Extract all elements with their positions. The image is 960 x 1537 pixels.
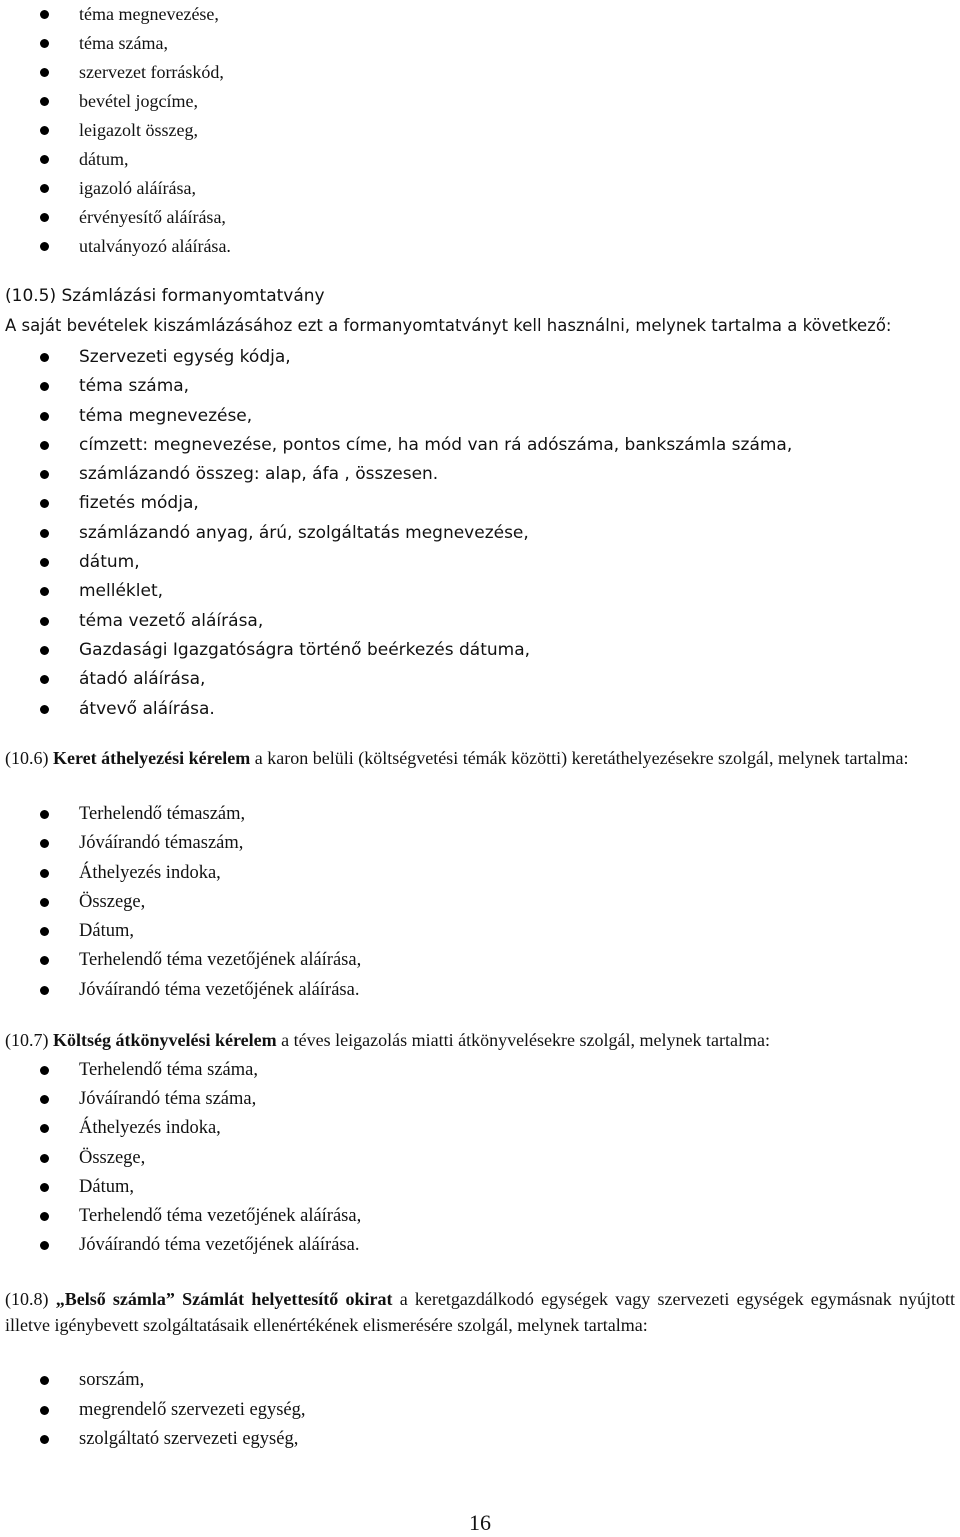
- list-item: Terhelendő téma vezetőjének aláírása,: [0, 1202, 361, 1231]
- list-item: megrendelő szervezeti egység,: [0, 1396, 306, 1426]
- section-10-7-title: Költség átkönyvelési kérelem: [53, 1030, 277, 1050]
- section-10-5-heading: [5, 286, 325, 306]
- list-item: melléklet,: [0, 577, 792, 606]
- list-item: Dátum,: [0, 1173, 361, 1202]
- list-item: sorszám,: [0, 1366, 306, 1396]
- section-10-5-intro: A saját bevételek kiszámlázásához ezt a formanyomtatványt kell használni, melynek tartalma a következő:: [5, 316, 892, 335]
- list-item: számlázandó anyag, árú, szolgáltatás megnevezése,: [0, 519, 792, 548]
- section-10-6-number: (10.6): [5, 748, 49, 768]
- list-item: számlázandó összeg: alap, áfa , összesen.: [0, 460, 792, 489]
- section-10-5-list: [0, 343, 792, 724]
- section-10-7-list: [0, 1056, 361, 1260]
- section-10-8-paragraph: [5, 1286, 955, 1338]
- list-item: Terhelendő témaszám,: [0, 800, 361, 829]
- section-10-6-list: [0, 800, 361, 1005]
- list-item: dátum,: [0, 145, 231, 174]
- page-number: 16: [469, 1510, 491, 1535]
- list-item: Összege,: [0, 1144, 361, 1173]
- list-item: Jóváírandó téma vezetőjének aláírása.: [0, 1231, 361, 1260]
- section-10-8-list: [0, 1366, 306, 1455]
- list-item: Jóváírandó téma száma,: [0, 1085, 361, 1114]
- list-item: érvényesítő aláírása,: [0, 203, 231, 232]
- list-item: téma megnevezése,: [0, 402, 792, 431]
- list-item: Áthelyezés indoka,: [0, 859, 361, 888]
- list-item: téma száma,: [0, 29, 231, 58]
- section-10-6-paragraph: [5, 745, 955, 771]
- list-item: téma vezető aláírása,: [0, 607, 792, 636]
- section-10-7-paragraph: [5, 1027, 955, 1053]
- list-item: Terhelendő téma vezetőjének aláírása,: [0, 946, 361, 975]
- list-item: Áthelyezés indoka,: [0, 1114, 361, 1143]
- section-10-7-text: a téves leigazolás miatti átkönyvelésekre szolgál, melynek tartalma:: [276, 1030, 770, 1050]
- list-item: téma száma,: [0, 372, 792, 401]
- list-item: Jóváírandó téma vezetőjének aláírása.: [0, 976, 361, 1005]
- list-item: Terhelendő téma száma,: [0, 1056, 361, 1085]
- list-item: címzett: megnevezése, pontos címe, ha mód van rá adószáma, bankszámla száma,: [0, 431, 792, 460]
- list-item: szolgáltató szervezeti egység,: [0, 1425, 306, 1455]
- list-item: bevétel jogcíme,: [0, 87, 231, 116]
- list-item: fizetés módja,: [0, 489, 792, 518]
- list-item: átvevő aláírása.: [0, 695, 792, 724]
- list-item: leigazolt összeg,: [0, 116, 231, 145]
- list-item: Gazdasági Igazgatóságra történő beérkezés dátuma,: [0, 636, 792, 665]
- section-10-5-title: (10.5) Számlázási formanyomtatvány: [5, 286, 325, 306]
- list-item: átadó aláírása,: [0, 665, 792, 694]
- section-10-7-number: (10.7): [5, 1030, 49, 1050]
- list-item: Jóváírandó témaszám,: [0, 829, 361, 858]
- list-item: utalványozó aláírása.: [0, 232, 231, 261]
- section-10-8-text: a keretgazdálkodó egységek vagy szervezeti egységek egymásnak nyújtott illetve igénybevett szolgáltatásaik ellenértékének elismerésére szolgál, melynek tartalma:: [5, 1289, 955, 1335]
- list-item: igazoló aláírása,: [0, 174, 231, 203]
- section-10-8-title: „Belső számla” Számlát helyettesítő okirat: [55, 1289, 393, 1309]
- list-item: dátum,: [0, 548, 792, 577]
- list-item: Szervezeti egység kódja,: [0, 343, 792, 372]
- section-10-6-title: Keret áthelyezési kérelem: [53, 748, 251, 768]
- list-item: Összege,: [0, 888, 361, 917]
- list-item: Dátum,: [0, 917, 361, 946]
- top-list: [0, 0, 231, 261]
- section-10-8-number: (10.8): [5, 1289, 49, 1309]
- list-item: szervezet forráskód,: [0, 58, 231, 87]
- list-item: téma megnevezése,: [0, 0, 231, 29]
- section-10-6-text: a karon belüli (költségvetési témák közötti) keretáthelyezésekre szolgál, melynek tartalma:: [250, 748, 909, 768]
